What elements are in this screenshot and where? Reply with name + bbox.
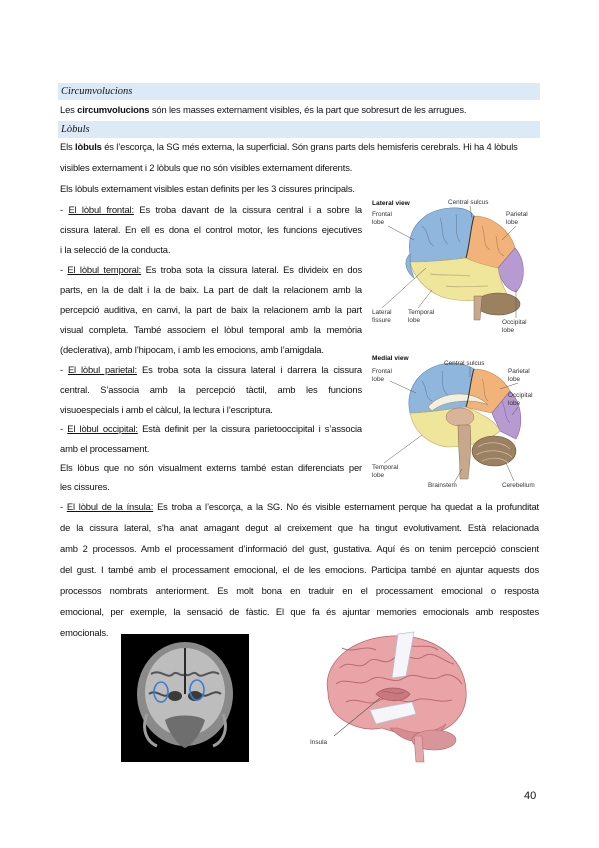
cerebellum-label: Cerebellum [502,482,535,489]
insula-label: Insula [310,739,328,746]
insula-line-7: emocionals. [60,627,109,638]
parietal-line-2: central. S’associa amb la percepció tàctil, amb les funcions [60,384,362,395]
occipital-line-1: - El lòbul occipital: Està definit per la cissura parietooccipital i s’associa [60,423,362,434]
temporal-line-3: percepció auditiva, en canvi, la part de baix la relacionem amb la part [60,304,362,315]
brainstem-label: Brainstem [428,482,457,489]
lateral-view-heading: Lateral view [372,200,410,207]
medial-temporal-label-line-1: Temporal [372,464,399,471]
lateral-fissure-label-line-1: Lateral [372,309,392,316]
insula-brain-figure [306,628,476,768]
not-visible-line-2: les cissures. [60,481,110,492]
medial-parietal-label-line-1: Parietal [508,368,530,375]
insula-line-2: de la cissura lateral, s’ha anat amagant degut al creixement que ha tingut evolutivament. Està relacionada [60,522,539,533]
paragraph-circumvolucions: Les circumvolucions són les masses externament visibles, és la part que sobresurt de les arrugues. [60,104,467,115]
frontal-lobe-shape [409,208,474,262]
temporal-label-line-1: Temporal [408,309,435,316]
occipital-line-2: amb el processament. [60,443,150,454]
page-number: 40 [524,790,537,802]
lateral-view-figure [370,196,540,336]
frontal-label-line-1: Frontal [372,211,392,218]
mri-coronal-figure [121,634,249,762]
occipital-label-line-1: Occipital [502,319,527,326]
lateral-fissure-label-line-2: fissure [372,317,391,324]
parietal-line-3: visuoespecials i amb el càlcul, la lectura i l’escriptura. [60,404,273,415]
frontal-line-3: i la selecció de la conducta. [60,244,171,255]
medial-temporal-label-line-2: lobe [372,472,385,479]
brainstem-shape [474,296,482,320]
parietal-line-1: - El lòbul parietal: Es troba sota la cissura lateral i darrera la cissura [60,364,362,375]
insula-line-4: del gust. I també amb el processament emocional, el de les emocions. Participa també en ajuntar aquests dos [60,564,539,575]
occipital-label-line-2: lobe [502,327,515,334]
medial-view-figure [370,351,540,489]
medial-brainstem-shape [458,425,471,479]
paragraph-lobuls-line-2: visibles externament i 2 lòbuls que no són visibles externament diferents. [60,162,353,173]
medial-frontal-label-line-1: Frontal [372,368,392,375]
section-heading-circumvolucions: Circumvolucions [58,83,540,100]
central-sulcus-label: Central sulcus [448,199,489,206]
medial-parietal-label-line-2: lobe [508,376,521,383]
frontal-line-1: - El lòbul frontal: Es troba davant de la cissura central i a sobre la [60,204,362,215]
frontal-line-2: cissura lateral. En ell es dona el control motor, les funcions ejecutives [60,224,362,235]
paragraph-lobuls-line-1: Els lòbuls és l’escorça, la SG més externa, la superficial. Són grans parts dels hemisferis cerebrals. Hi ha 4 lòbuls [60,141,518,152]
not-visible-line-1: Els lòbus que no són visualment externs també estan diferenciats per [60,462,362,473]
temporal-line-4: visual completa. També associem el lòbul temporal amb la memòria [60,324,362,335]
section-heading-lobuls: Lòbuls [58,121,540,138]
paragraph-lobuls-line-3: Els lòbuls externament visibles estan definits per les 3 cissures principals. [60,183,355,194]
medial-occipital-label-line-2: lobe [508,400,521,407]
temporal-line-5: (declerativa), amb l’hipocam, i amb les emocions, amb l’amigdala. [60,344,324,355]
cerebellum-shape [476,293,520,315]
parietal-label-line-1: Parietal [506,211,528,218]
temporal-line-2: parts, en la de dalt i la de baix. La part de dalt la relacionem amb la [60,284,362,295]
insula-line-1: - El lòbul de la ínsula: Es troba a l’escorça, a la SG. No és visible esternament perque ha quedat a la profunditat [60,501,539,512]
temporal-label-line-2: lobe [408,317,421,324]
medial-central-sulcus-label: Central sulcus [444,360,485,367]
frontal-label-line-2: lobe [372,219,385,226]
parietal-label-line-2: lobe [506,219,519,226]
medial-view-heading: Medial view [372,355,409,362]
temporal-line-1: - El lòbul temporal: Es troba sota la cissura lateral. Es divideix en dos [60,264,363,275]
medial-frontal-label-line-2: lobe [372,376,385,383]
insula-line-6: emocional, per exemple, la sensació de fàstic. El que fa és ajuntar memories emocionals amb respostes [60,606,539,617]
insula-line-3: amb 2 processos. Amb el processament d’informació del gust, gustativa. Aquí és on tenim percepció conscient [60,543,539,554]
insula-line-5: processos nombrats anteriorment. Es molt bona en traduir en el processament emocional o resposta [60,585,539,596]
medial-occipital-label-line-1: Occipital [508,392,533,399]
